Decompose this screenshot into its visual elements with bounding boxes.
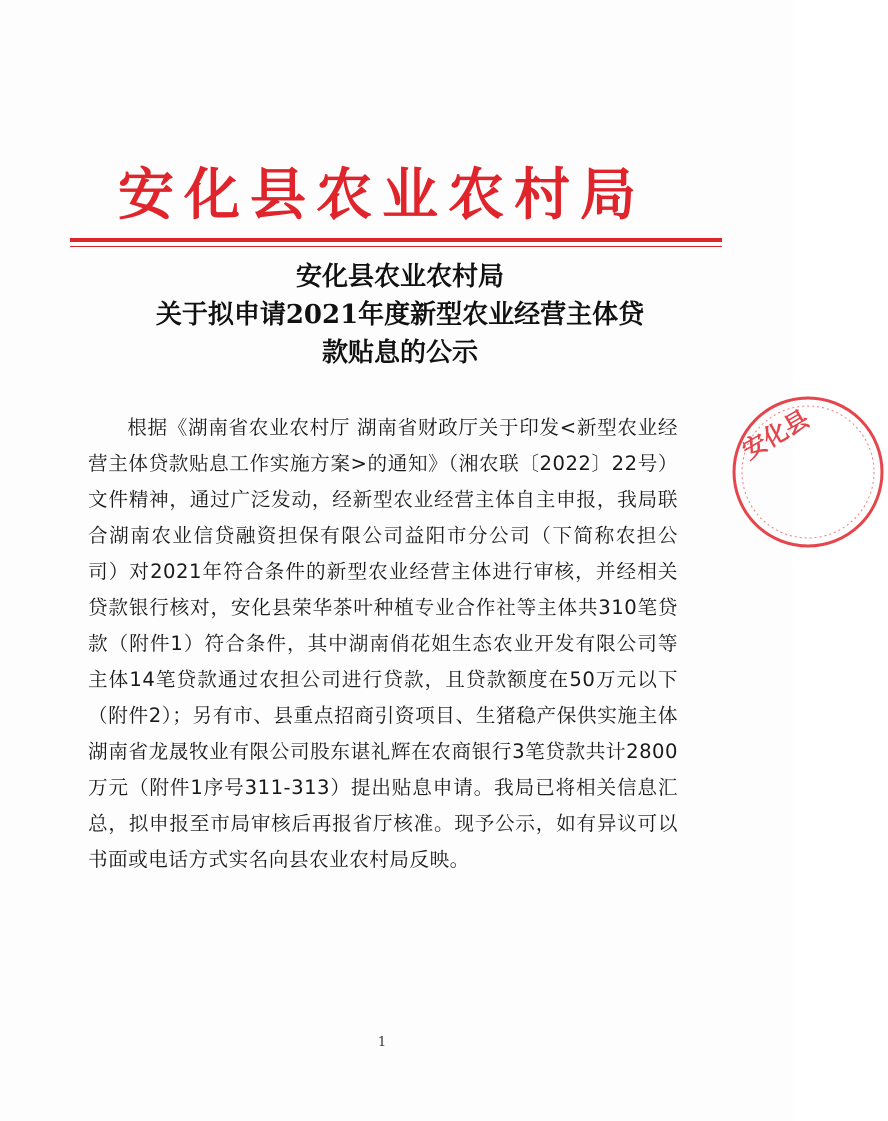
letterhead-divider-thin — [70, 246, 722, 247]
official-seal-stamp — [728, 392, 888, 552]
document-title-line-1: 安化县农业农村局 — [295, 262, 504, 292]
seal-text: 安化县 — [737, 403, 814, 465]
page-number: 1 — [377, 1035, 387, 1050]
notice-body: 根据《湖南省农业农村厅 湖南省财政厅关于印发<新型农业经营主体贷款贴息工作实施方案>的通知》（湘农联〔2022〕22号）文件精神，通过广泛发动，经新型农业经营主体自主申报，我局联合湖南农业信贷融资担保有限公司益阳市分公司（下简称农担公司）对2021年符合条件的新型农业经营主体进行审核，并经相关贷款银行核对，安化县荣华茶叶种植专业合作社等主体共310笔贷款（附件1）符合条件，其中湖南俏花姐生态农业开发有限公司等主体14笔贷款通过农担公司进行贷款，且贷款额度在50万元以下（附件2）；另有市、县重点招商引资项目、生猪稳产保供实施主体湖南省龙晟牧业有限公司股东谌礼辉在农商银行3笔贷款共计2800万元（附件1序号311-313）提出贴息申请。我局已将相关信息汇总，拟申报至市局审核后再报省厅核准。现予公示，如有异议可以书面或电话方式实名向县农业农村局反映。 — [88, 416, 678, 871]
document-title-line-2: 关于拟申请2021年度新型农业经营主体贷 — [155, 300, 645, 330]
letterhead-agency-name: 安化县农业农村局 — [118, 162, 646, 228]
letterhead-divider-thick — [70, 238, 722, 242]
document-title-line-3: 款贴息的公示 — [321, 338, 478, 368]
